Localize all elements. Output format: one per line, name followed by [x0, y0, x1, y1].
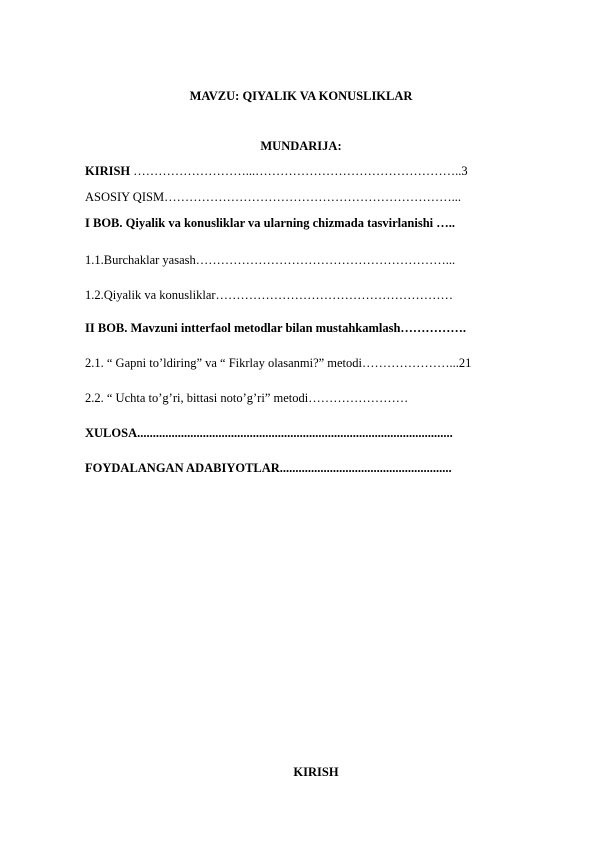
- toc-entry-adabiyotlar: FOYDALANGAN ADABIYOTLAR.......................................................: [85, 461, 452, 475]
- toc-entry-1-1: 1.1.Burchaklar yasash……………………………………………………...: [85, 253, 456, 267]
- document-title: MAVZU: QIYALIK VA KONUSLIKLAR: [189, 89, 413, 103]
- toc-entry-1-2: 1.2.Qiyalik va konusliklar…………………………………………………: [85, 288, 454, 302]
- toc-entry-2-2: 2.2. “ Uchta to’g’ri, bittasi noto’g’ri” metodi……………………: [85, 391, 409, 405]
- toc-entry-chapter-2: II BOB. Mavzuni intterfaol metodlar bilan mustahkamlash…………….: [85, 321, 467, 335]
- toc-heading: MUNDARIJA:: [260, 139, 342, 153]
- toc-entry-asosiy-qism: ASOSIY QISM……………………………………………………………...: [85, 190, 461, 204]
- toc-entry-kirish-label: KIRISH: [85, 164, 131, 178]
- toc-entry-xulosa: XULOSA.....................................................................................................: [85, 426, 453, 440]
- toc-entry-kirish-leader: ………………………...…………………………………………..3: [130, 164, 468, 178]
- toc-entry-2-1: 2.1. “ Gapni to’ldiring” va “ Fikrlay olasanmi?” metodi…………………...21: [85, 356, 472, 370]
- section-heading-kirish: KIRISH: [293, 765, 339, 779]
- toc-entry-chapter-1: I BOB. Qiyalik va konusliklar va ularning chizmada tasvirlanishi …..: [85, 216, 455, 230]
- toc-entry-kirish: [85, 163, 468, 179]
